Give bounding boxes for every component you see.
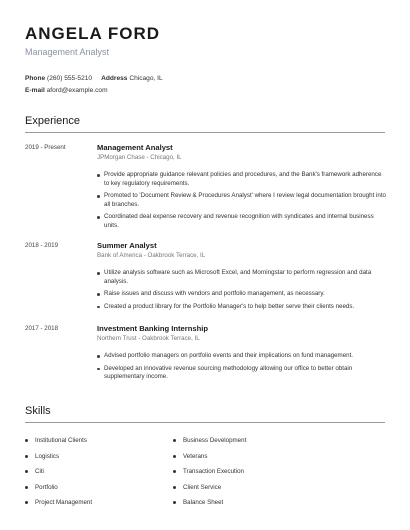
job-bullets [97, 171, 387, 231]
job-bullet: Advised portfolio managers on portfolio events and their implications on fund management. [97, 352, 387, 361]
skill-item: Institutional Clients [25, 436, 87, 445]
job-bullet: Promoted to 'Document Review & Procedures Analyst' where I review legal documentation brought into all branches. [97, 192, 387, 209]
skill-item: Logistics [25, 452, 59, 461]
skill-item: Balance Sheet [173, 498, 223, 507]
skills-divider [25, 422, 385, 423]
job-title: Management Analyst [97, 143, 173, 152]
job-bullets [97, 352, 387, 382]
job-bullet: Developed an innovative revenue sourcing methodology allowing our office to better obtain supplementary income. [97, 365, 387, 382]
email-field [25, 86, 108, 96]
job-bullet: Provide appropriate guidance relevant policies and procedures, and the Bank's framework adherence to key regulatory requirements. [97, 171, 387, 188]
job-dates: 2019 - Present [25, 144, 66, 151]
contact-info [25, 74, 385, 98]
skill-item: Transaction Execution [173, 467, 244, 476]
phone-field [25, 74, 92, 84]
job-dates: 2017 - 2018 [25, 325, 59, 332]
experience-heading: Experience [25, 115, 81, 127]
job-bullet: Coordinated deal expense recovery and revenue recognition with syndicates and internal business units. [97, 213, 387, 230]
phone-value: (260) 555-5210 [47, 75, 93, 82]
job-company: Bank of America - Oakbrook Terrace, IL [97, 252, 206, 259]
job-company: Northern Trust - Oakbrook Terrace, IL [97, 335, 200, 342]
skill-item: Citi [25, 467, 44, 476]
skill-item: Project Management [25, 498, 92, 507]
email-value[interactable]: aford@example.com [46, 87, 108, 94]
job-bullet: Utilize analysis software such as Microsoft Excel, and Morningstar to perform regression and data analysis. [97, 269, 387, 286]
job-company: JPMorgan Chase - Chicago, IL [97, 154, 182, 161]
resume-header [25, 24, 385, 58]
skill-item: Business Development [173, 436, 246, 445]
email-label: E-mail [25, 87, 45, 94]
job-title: Summer Analyst [97, 241, 157, 250]
address-field [101, 74, 163, 84]
candidate-name: ANGELA FORD [25, 24, 161, 43]
phone-label: Phone [25, 75, 46, 82]
experience-divider [25, 132, 385, 133]
skill-item: Portfolio [25, 483, 58, 492]
job-title: Investment Banking Internship [97, 324, 208, 333]
job-bullet: Raise issues and discuss with vendors and portfolio management, as necessary. [97, 290, 387, 299]
job-dates: 2018 - 2019 [25, 242, 59, 249]
job-bullets [97, 269, 387, 311]
address-value: Chicago, IL [129, 75, 163, 82]
address-label: Address [101, 75, 128, 82]
job-bullet: Created a product library for the Portfolio Manager's to help better serve their clients needs. [97, 303, 387, 312]
skill-item: Veterans [173, 452, 207, 461]
skills-heading: Skills [25, 405, 51, 417]
candidate-role: Management Analyst [25, 47, 110, 57]
skill-item: Client Service [173, 483, 221, 492]
